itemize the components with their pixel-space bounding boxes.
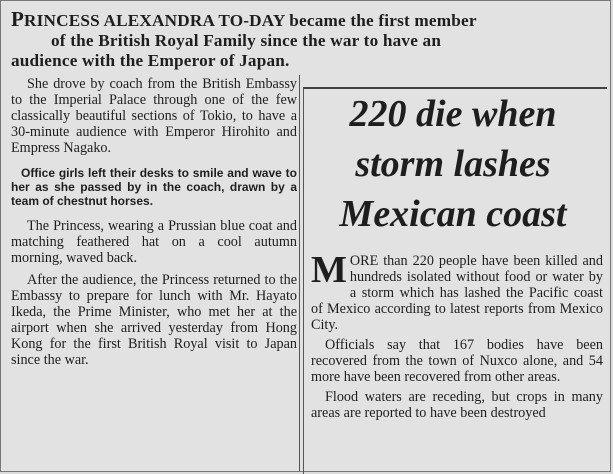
right-paragraph-1-text: ORE than 220 people have been killed and hundreds isolated without food or water by a storm which has lashed the Pacific coast of Mexico according to latest reports from Mexico City. (311, 253, 603, 333)
headline-line-1: 220 die when (349, 93, 557, 135)
lead-line-2: of the British Royal Family since the war to have an (51, 31, 442, 50)
headline-line-2: storm lashes (355, 143, 551, 185)
drop-cap: M (311, 249, 347, 291)
left-paragraph-3: The Princess, wearing a Prussian blue coat and matching feathered hat on a cool autumn morning, waved back. (11, 218, 297, 266)
right-paragraph-2: Officials say that 167 bodies have been recovered from the town of Nuxco alone, and 54 more have been recovered from other areas. (311, 337, 603, 385)
right-paragraph-3: Flood waters are receding, but crops in many areas are reported to have been destroyed (311, 389, 603, 421)
left-paragraph-1: She drove by coach from the British Embassy to the Imperial Palace through one of the few classically beautiful sections of Tokio, to have a 30-minute audience with Emperor Hirohito and Empress Nagako. (11, 76, 297, 156)
headline-line-3: Mexican coast (339, 193, 567, 235)
storm-headline (303, 89, 603, 239)
right-column-article (311, 249, 603, 425)
right-paragraph-1 (311, 249, 603, 333)
left-paragraph-4: After the audience, the Princess returned to the Embassy to prepare for lunch with Mr. Hayato Ikeda, the Prime Minister, who met her at the airport when she arrived yesterday from Hong Kong for the first British Royal visit to Japan since the war. (11, 272, 297, 368)
lead-line-1 (11, 9, 611, 31)
left-paragraph-2: Office girls left their desks to smile and wave to her as she passed by in the coach, drawn by a team of chestnut horses. (11, 166, 297, 208)
column-divider (299, 75, 300, 471)
left-column-article (11, 76, 297, 374)
lead-line-3: audience with the Emperor of Japan. (11, 51, 290, 70)
lead-initial: P (11, 7, 25, 31)
lead-paragraph (11, 9, 611, 71)
lead-line-1-text: RINCESS ALEXANDRA TO-DAY became the first member (24, 11, 477, 30)
